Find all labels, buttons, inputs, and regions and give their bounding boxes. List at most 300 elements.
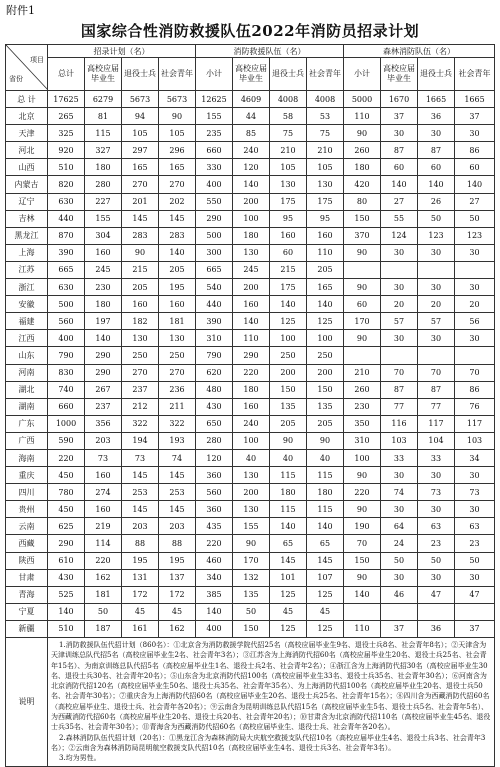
column-header: 高校应届毕业生 [85,58,122,91]
value-cell: 260 [344,142,381,159]
value-cell: 181 [159,313,196,330]
value-cell: 104 [418,432,455,449]
value-cell: 160 [122,296,159,313]
value-cell: 125 [270,313,307,330]
corner-label-item: 项目 [30,56,44,64]
column-header: 高校应届毕业生 [381,58,418,91]
value-cell: 105 [122,125,159,142]
value-cell: 110 [307,244,344,261]
value-cell [455,603,495,620]
value-cell: 180 [307,484,344,501]
value-cell: 103 [455,432,495,449]
province-cell: 云南 [6,518,48,535]
value-cell: 220 [344,484,381,501]
province-cell: 甘肃 [6,569,48,586]
value-cell: 560 [48,313,85,330]
value-cell: 135 [307,398,344,415]
value-cell: 47 [418,586,455,603]
value-cell: 325 [48,125,85,142]
value-cell: 161 [122,620,159,637]
header-corner-cell [6,45,48,91]
value-cell: 44 [233,108,270,125]
value-cell: 140 [233,313,270,330]
value-cell: 137 [159,569,196,586]
value-cell: 130 [233,501,270,518]
value-cell: 237 [85,398,122,415]
value-cell: 145 [270,552,307,569]
value-cell: 40 [307,449,344,466]
value-cell: 160 [233,398,270,415]
value-cell: 90 [307,432,344,449]
value-cell: 30 [381,330,418,347]
value-cell: 270 [122,364,159,381]
value-cell: 20 [418,296,455,313]
value-cell: 58 [270,108,307,125]
value-cell: 73 [455,484,495,501]
value-cell: 105 [270,159,307,176]
value-cell: 85 [233,125,270,142]
value-cell: 385 [196,586,233,603]
value-cell: 6279 [85,91,122,108]
group-header-forest-fire: 森林消防队伍（名） [344,45,495,58]
province-cell: 重庆 [6,467,48,484]
value-cell [418,347,455,364]
value-cell: 75 [270,125,307,142]
value-cell: 5673 [122,91,159,108]
value-cell: 140 [233,176,270,193]
attachment-label: 附件1 [6,4,35,17]
value-cell: 131 [122,569,159,586]
value-cell: 160 [270,227,307,244]
value-cell: 227 [85,193,122,210]
value-cell: 195 [159,279,196,296]
value-cell: 660 [196,142,233,159]
notes-label: 说明 [6,638,48,767]
value-cell: 50 [455,210,495,227]
value-cell: 17625 [48,91,85,108]
column-header: 退役士兵 [418,58,455,91]
value-cell: 81 [85,108,122,125]
value-cell: 100 [344,449,381,466]
value-cell: 500 [48,296,85,313]
value-cell: 525 [48,586,85,603]
province-cell: 西藏 [6,535,48,552]
value-cell: 870 [48,227,85,244]
value-cell: 20 [381,296,418,313]
value-cell: 440 [196,296,233,313]
value-cell: 30 [455,244,495,261]
table-row [6,296,495,313]
table-row [6,313,495,330]
value-cell: 75 [307,125,344,142]
value-cell: 155 [233,518,270,535]
value-cell: 200 [270,364,307,381]
table-row [6,449,495,466]
value-cell: 160 [85,244,122,261]
value-cell: 140 [455,176,495,193]
value-cell: 270 [122,176,159,193]
value-cell: 37 [455,108,495,125]
province-cell: 总 计 [6,91,48,108]
column-header: 社会青年 [159,58,196,91]
value-cell: 202 [159,193,196,210]
value-cell: 94 [122,108,159,125]
value-cell: 201 [122,193,159,210]
value-cell [455,261,495,278]
value-cell: 33 [381,449,418,466]
value-cell: 197 [85,313,122,330]
value-cell: 27 [381,193,418,210]
value-cell: 135 [233,586,270,603]
value-cell: 50 [418,210,455,227]
province-cell: 湖北 [6,381,48,398]
value-cell: 110 [233,330,270,347]
value-cell: 150 [344,552,381,569]
value-cell: 37 [455,620,495,637]
value-cell: 220 [233,364,270,381]
table-row [6,193,495,210]
value-cell: 175 [270,279,307,296]
value-cell: 194 [122,432,159,449]
value-cell: 304 [85,227,122,244]
value-cell: 30 [418,569,455,586]
value-cell: 30 [418,501,455,518]
value-cell: 210 [344,364,381,381]
province-cell: 江西 [6,330,48,347]
table-row [6,501,495,518]
value-cell: 205 [122,279,159,296]
value-cell: 165 [122,159,159,176]
value-cell: 37 [381,108,418,125]
value-cell: 24 [381,535,418,552]
value-cell: 145 [159,467,196,484]
value-cell: 60 [270,244,307,261]
value-cell: 23 [418,535,455,552]
value-cell: 460 [196,552,233,569]
value-cell: 162 [159,620,196,637]
value-cell: 30 [455,501,495,518]
value-cell: 340 [196,569,233,586]
province-cell: 河北 [6,142,48,159]
value-cell: 200 [307,364,344,381]
value-cell: 76 [455,398,495,415]
value-cell: 30 [381,569,418,586]
value-cell: 215 [270,261,307,278]
value-cell: 180 [344,159,381,176]
value-cell: 150 [307,381,344,398]
value-cell: 181 [85,586,122,603]
note-3: 3.均为男性。 [59,754,101,763]
value-cell: 435 [196,518,233,535]
value-cell: 660 [48,398,85,415]
value-cell: 30 [455,279,495,296]
table-row [6,569,495,586]
value-cell: 620 [196,364,233,381]
value-cell: 37 [381,620,418,637]
value-cell: 140 [85,330,122,347]
value-cell: 145 [307,552,344,569]
table-row [6,415,495,432]
table-row [6,244,495,261]
value-cell: 180 [270,484,307,501]
value-cell: 180 [233,381,270,398]
value-cell: 145 [159,501,196,518]
value-cell: 200 [233,279,270,296]
value-cell: 27 [455,193,495,210]
table-row [6,347,495,364]
value-cell: 610 [48,552,85,569]
value-cell: 116 [381,415,418,432]
value-cell: 215 [122,261,159,278]
value-cell: 124 [381,227,418,244]
value-cell: 90 [344,467,381,484]
value-cell: 160 [233,296,270,313]
column-header: 社会青年 [455,58,495,91]
value-cell: 20 [455,296,495,313]
value-cell: 203 [85,432,122,449]
value-cell: 45 [159,603,196,620]
value-cell: 100 [233,432,270,449]
value-cell [455,347,495,364]
value-cell: 510 [48,159,85,176]
value-cell: 327 [85,142,122,159]
value-cell: 70 [381,364,418,381]
value-cell: 125 [307,620,344,637]
value-cell: 175 [307,193,344,210]
value-cell: 50 [455,552,495,569]
value-cell: 63 [418,518,455,535]
value-cell: 235 [196,125,233,142]
value-cell: 1665 [418,91,455,108]
value-cell: 130 [233,244,270,261]
value-cell: 450 [48,467,85,484]
province-cell: 福建 [6,313,48,330]
value-cell: 132 [233,569,270,586]
value-cell: 95 [270,210,307,227]
value-cell: 87 [381,142,418,159]
value-cell: 550 [196,193,233,210]
value-cell: 50 [233,603,270,620]
value-cell: 211 [159,398,196,415]
value-cell: 55 [381,210,418,227]
value-cell: 30 [455,467,495,484]
value-cell: 56 [455,313,495,330]
value-cell: 250 [122,347,159,364]
value-cell: 310 [196,330,233,347]
province-cell: 青海 [6,586,48,603]
table-row [6,535,495,552]
value-cell: 88 [159,535,196,552]
value-cell: 250 [159,347,196,364]
value-cell: 665 [48,261,85,278]
value-cell: 290 [48,535,85,552]
value-cell: 70 [455,364,495,381]
value-cell: 145 [159,210,196,227]
value-cell: 205 [159,261,196,278]
value-cell: 370 [344,227,381,244]
value-cell: 130 [307,176,344,193]
value-cell: 220 [196,535,233,552]
value-cell: 290 [233,347,270,364]
table-row [6,210,495,227]
value-cell: 170 [344,313,381,330]
value-cell: 125 [270,586,307,603]
value-cell: 30 [381,279,418,296]
value-cell: 45 [270,603,307,620]
value-cell: 12625 [196,91,233,108]
value-cell: 100 [270,330,307,347]
value-cell: 540 [196,279,233,296]
value-cell: 73 [122,449,159,466]
province-cell: 内蒙古 [6,176,48,193]
value-cell: 182 [122,313,159,330]
province-cell: 山西 [6,159,48,176]
value-cell: 180 [85,296,122,313]
page-title: 国家综合性消防救援队伍2022年消防员招录计划 [80,22,420,40]
table-row [6,176,495,193]
value-cell: 90 [344,125,381,142]
value-cell: 90 [344,244,381,261]
value-cell: 4008 [270,91,307,108]
value-cell: 296 [159,142,196,159]
value-cell: 240 [233,415,270,432]
value-cell: 195 [159,552,196,569]
value-cell: 356 [85,415,122,432]
value-cell: 390 [196,313,233,330]
value-cell: 322 [159,415,196,432]
value-cell: 230 [344,398,381,415]
value-cell: 212 [122,398,159,415]
value-cell: 290 [85,347,122,364]
value-cell: 187 [85,620,122,637]
value-cell: 145 [122,501,159,518]
value-cell: 30 [418,330,455,347]
notes-cell [48,638,495,767]
value-cell: 500 [196,227,233,244]
value-cell: 430 [196,398,233,415]
province-cell: 贵州 [6,501,48,518]
value-cell: 203 [122,518,159,535]
value-cell: 283 [159,227,196,244]
value-cell: 265 [48,108,85,125]
value-cell: 36 [418,108,455,125]
value-cell [344,347,381,364]
value-cell: 40 [270,449,307,466]
value-cell: 30 [381,467,418,484]
value-cell: 74 [159,449,196,466]
value-cell: 115 [85,125,122,142]
value-cell: 125 [307,313,344,330]
value-cell: 240 [233,142,270,159]
value-cell: 360 [196,501,233,518]
value-cell: 145 [122,467,159,484]
column-header: 小计 [196,58,233,91]
value-cell: 170 [233,552,270,569]
value-cell: 236 [159,381,196,398]
value-cell: 195 [122,552,159,569]
table-row [6,467,495,484]
value-cell: 237 [122,381,159,398]
province-cell: 天津 [6,125,48,142]
value-cell: 30 [418,125,455,142]
value-cell: 65 [307,535,344,552]
province-cell: 陕西 [6,552,48,569]
value-cell: 400 [48,330,85,347]
column-header: 退役士兵 [122,58,159,91]
value-cell: 220 [48,449,85,466]
value-cell: 105 [307,159,344,176]
value-cell: 205 [307,415,344,432]
value-cell: 219 [85,518,122,535]
note-2: 2.森林消防队伍代招计划（20名）：①黑龙江含为森林消防局大庆航空救援支队代招10名（高校应届毕业生4名、退役士兵3名、社会青年3名）；②云南含为森林消防局昆明航空救援支队代招10名（高校应届毕业生4名、退役士兵3名、社会青年3名）。 [51,733,486,752]
table-row [6,125,495,142]
value-cell: 290 [85,364,122,381]
value-cell: 64 [381,518,418,535]
value-cell: 90 [344,279,381,296]
value-cell: 740 [48,381,85,398]
value-cell: 200 [233,484,270,501]
value-cell: 155 [85,210,122,227]
value-cell: 120 [196,449,233,466]
value-cell: 5673 [159,91,196,108]
value-cell: 140 [270,518,307,535]
value-cell: 140 [381,176,418,193]
value-cell: 1665 [455,91,495,108]
value-cell: 70 [418,364,455,381]
value-cell: 400 [196,620,233,637]
value-cell: 114 [85,535,122,552]
value-cell: 140 [307,518,344,535]
value-cell: 360 [196,467,233,484]
value-cell: 400 [196,176,233,193]
value-cell: 420 [344,176,381,193]
value-cell [344,261,381,278]
value-cell: 90 [344,569,381,586]
province-cell: 吉林 [6,210,48,227]
value-cell: 250 [307,347,344,364]
note-1: 1.消防救援队伍代招计划（860名）：①北京含为消防救援学院代招25名（高校应届毕业生9名、退役士兵8名、社会青年8名）；②天津含为天津训练总队代招5名（高校应届毕业生2名、社会青年3名）；③江苏含为上海消防代招60名（高校应届毕业生20名、退役士兵25名、社会青年15名）、为南京训练总队代招5名（高校应届毕业生1名、退役士兵2名、社会青年2名）；④浙江含为上海消防代招30名（高校应届毕业生30名、退役士兵30名、社会青年20名）；⑤山东含为北京消防代招100名（高校应届毕业生33名、退役士兵35名、社会青年30名）；⑥河南含为北京消防代招120名（高校应届毕业生50名、退役士兵35名、社会青年35名）、为上海消防代招100名（高校应届毕业生20名、退役士兵50名、社会青年30名）；⑦重庆含为上海消防代招60名（高校应届毕业生20名、退役士兵25名、社会青年15名）；⑧四川含为西藏消防代招60名（高校应届毕业生、退役士兵、社会青年各20名）；⑨云南含为昆明训练总队代招15名（高校应届毕业生5名、退役士兵5名、社会青年5名）、为西藏消防代招60名（高校应届毕业生20名、退役士兵20名、社会青年20名）；⑩甘肃含为北京消防代招110名（高校应届毕业生45名、退役士兵35名、社会青年30名）；⑪青海含为西藏消防代招60名（高校应届毕业生、退役士兵、社会青年各20名）。 [51,641,491,732]
value-cell: 650 [196,415,233,432]
province-cell: 四川 [6,484,48,501]
value-cell: 140 [307,296,344,313]
value-cell: 125 [270,620,307,637]
value-cell: 270 [159,176,196,193]
value-cell: 34 [455,449,495,466]
value-cell: 150 [270,381,307,398]
table-row [6,364,495,381]
value-cell: 160 [307,227,344,244]
value-cell: 267 [85,381,122,398]
value-cell: 30 [418,467,455,484]
value-cell: 115 [307,467,344,484]
value-cell: 115 [270,501,307,518]
value-cell: 30 [455,569,495,586]
value-cell: 160 [159,296,196,313]
value-cell: 50 [85,603,122,620]
value-cell: 245 [85,261,122,278]
value-cell: 155 [196,108,233,125]
value-cell: 60 [344,296,381,313]
value-cell [381,603,418,620]
value-cell: 30 [381,125,418,142]
value-cell: 117 [418,415,455,432]
column-header: 总计 [48,58,85,91]
value-cell: 270 [159,364,196,381]
value-cell: 190 [344,518,381,535]
table-row [6,279,495,296]
value-cell: 300 [196,244,233,261]
value-cell: 193 [159,432,196,449]
